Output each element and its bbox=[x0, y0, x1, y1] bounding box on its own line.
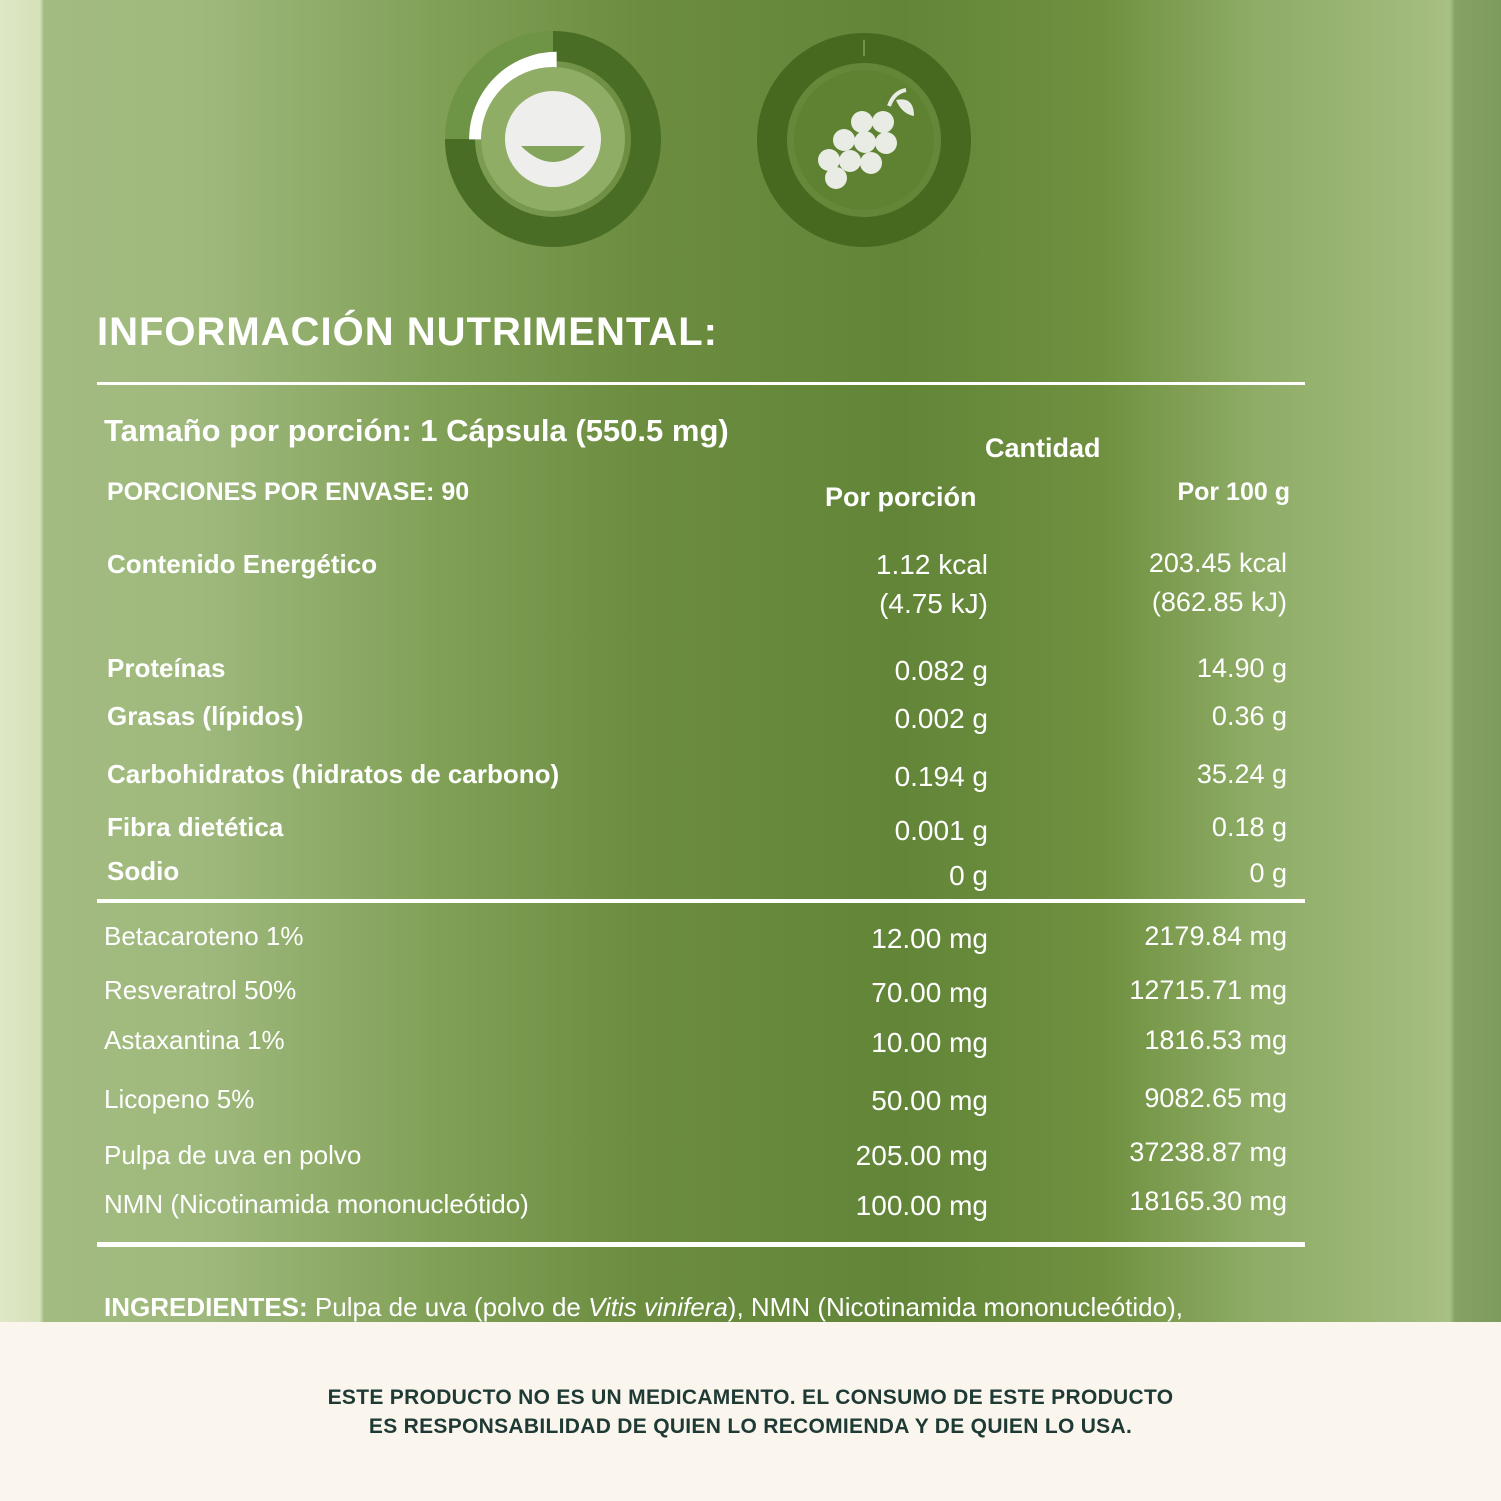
nutrient-per-100g: 0.36 g bbox=[1211, 701, 1287, 731]
active-per-100g: 18165.30 mg bbox=[1129, 1186, 1287, 1216]
nutrient-per-100g: 35.24 g bbox=[1196, 759, 1287, 789]
active-label: Licopeno 5% bbox=[104, 1084, 255, 1114]
nutrient-label: Grasas (lípidos) bbox=[107, 701, 304, 731]
nutrient-per-100g: 0 g bbox=[1249, 858, 1287, 888]
active-per-portion: 50.00 mg bbox=[871, 1085, 988, 1116]
nutrient-per-portion: 0.001 g bbox=[894, 815, 988, 846]
nutrient-per-100g: 14.90 g bbox=[1196, 653, 1287, 683]
nutrient-per-portion: 0.082 g bbox=[894, 655, 988, 686]
section-title: INFORMACIÓN NUTRIMENTAL: bbox=[97, 310, 718, 354]
serving-size: Tamaño por porción: 1 Cápsula (550.5 mg) bbox=[104, 413, 729, 448]
active-per-100g: 37238.87 mg bbox=[1129, 1137, 1287, 1167]
top-divider bbox=[97, 382, 1305, 385]
nutrient-per-portion: 0.002 g bbox=[894, 703, 988, 734]
smile-ring-icon bbox=[444, 28, 662, 250]
active-label: Betacaroteno 1% bbox=[104, 921, 304, 951]
nutrient-label: Proteínas bbox=[107, 653, 226, 683]
active-label: Resveratrol 50% bbox=[104, 975, 297, 1005]
nutrient-label: Carbohidratos (hidratos de carbono) bbox=[107, 759, 560, 789]
ingredients-text-start: Pulpa de uva (polvo de bbox=[307, 1292, 589, 1322]
energy-per-100g-kcal: 203.45 kcal bbox=[1148, 548, 1287, 578]
energy-per-portion-kcal: 1.12 kcal bbox=[875, 549, 988, 580]
energy-per-portion-kj: (4.75 kJ) bbox=[879, 588, 988, 619]
disclaimer-line-2: ES RESPONSABILIDAD DE QUIEN LO RECOMIENDA Y DE QUIEN LO USA. bbox=[368, 1415, 1133, 1438]
nutrient-per-portion: 0.194 g bbox=[894, 761, 988, 792]
active-per-100g: 1816.53 mg bbox=[1144, 1025, 1287, 1055]
grape-ring-icon bbox=[756, 30, 974, 250]
ingredients-text-end: ), NMN (Nicotinamida mononucleótido), bbox=[727, 1292, 1183, 1322]
nutrient-per-100g: 0.18 g bbox=[1211, 812, 1287, 842]
active-per-portion: 12.00 mg bbox=[871, 923, 988, 954]
nutrient-per-portion: 0 g bbox=[949, 860, 988, 891]
nutrient-label: Fibra dietética bbox=[107, 812, 284, 842]
disclaimer-line-1: ESTE PRODUCTO NO ES UN MEDICAMENTO. EL CONSUMO DE ESTE PRODUCTO bbox=[327, 1386, 1174, 1409]
column-header-per-portion: Por porción bbox=[825, 482, 977, 512]
ingredients-label: INGREDIENTES: bbox=[104, 1292, 308, 1322]
active-per-portion: 205.00 mg bbox=[855, 1140, 988, 1171]
bottom-divider bbox=[97, 1242, 1305, 1247]
active-per-100g: 9082.65 mg bbox=[1144, 1083, 1287, 1113]
ingredients-text-italic: Vitis vinifera bbox=[588, 1292, 728, 1322]
active-label: Astaxantina 1% bbox=[104, 1025, 285, 1055]
active-per-portion: 70.00 mg bbox=[871, 977, 988, 1008]
active-label: Pulpa de uva en polvo bbox=[104, 1140, 362, 1170]
energy-label: Contenido Energético bbox=[107, 549, 378, 579]
column-header-per-100g: Por 100 g bbox=[1177, 478, 1290, 506]
active-per-portion: 10.00 mg bbox=[871, 1027, 988, 1058]
energy-per-100g-kj: (862.85 kJ) bbox=[1151, 587, 1287, 617]
disclaimer bbox=[0, 1383, 1501, 1441]
ingredients-line bbox=[104, 1292, 1183, 1322]
middle-divider bbox=[97, 899, 1305, 903]
active-per-portion: 100.00 mg bbox=[855, 1190, 988, 1221]
portions-per-container: PORCIONES POR ENVASE: 90 bbox=[107, 478, 470, 506]
active-per-100g: 12715.71 mg bbox=[1129, 975, 1287, 1005]
active-per-100g: 2179.84 mg bbox=[1144, 921, 1287, 951]
column-header-cantidad: Cantidad bbox=[985, 433, 1101, 463]
nutrient-label: Sodio bbox=[107, 856, 180, 886]
active-label: NMN (Nicotinamida mononucleótido) bbox=[104, 1189, 529, 1219]
